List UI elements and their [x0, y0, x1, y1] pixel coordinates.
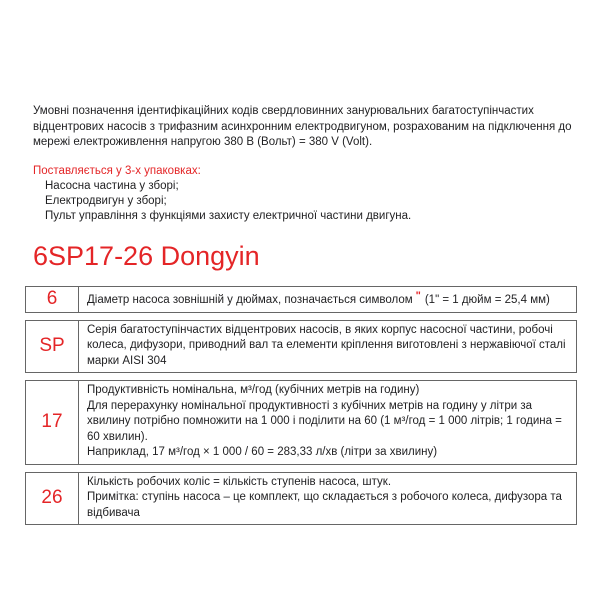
description-text: Для перерахунку номінальної продуктивності з кубічних метрів на годину у літри за хвилину потрібно помножити на 1 000 і поділити на 60 (1 м³/год = 1 000 літрів; 1 година = 60 хвилин).	[87, 399, 562, 443]
table-row-series	[25, 320, 577, 374]
code-cell: 26	[26, 473, 79, 525]
packages-header: Поставляється у 3-х упаковках:	[33, 164, 201, 177]
document-content	[33, 104, 583, 532]
table-row-capacity	[25, 380, 577, 465]
code-cell: 6	[26, 287, 79, 312]
code-table	[25, 286, 577, 525]
package-item: Насосна частина у зборі;	[45, 179, 179, 192]
description-text	[87, 289, 570, 309]
description-text: Примітка: ступінь насоса – це комплект, що складається з робочого колеса, дифузора та відбивача	[87, 491, 562, 519]
inch-symbol: "	[415, 290, 421, 303]
description-cell	[79, 473, 576, 525]
description-text: Кількість робочих коліс = кількість ступенів насоса, штук.	[87, 475, 392, 488]
table-row-diameter	[25, 286, 577, 313]
intro-paragraph: Умовні позначення ідентифікаційних кодів свердловинних занурювальних багатоступінчастих відцентрових насосів з трифазним асинхронним електродвигуном, розрахованим на підключення до мережі електроживлення напругою 380 В (Вольт) = 380 V (Volt).	[33, 105, 572, 148]
description-after-symbol: (1" = 1 дюйм = 25,4 мм)	[424, 294, 550, 307]
package-item: Електродвигун у зборі;	[45, 194, 167, 207]
table-row-stages	[25, 472, 577, 526]
description-cell	[79, 381, 576, 464]
package-item: Пульт управління з функціями захисту електричної частини двигуна.	[45, 209, 412, 222]
description-cell	[79, 287, 576, 312]
description-text: Наприклад, 17 м³/год × 1 000 / 60 = 283,33 л/хв (літри за хвилину)	[87, 446, 438, 459]
packages-list	[33, 179, 583, 225]
code-cell: 17	[26, 381, 79, 464]
code-cell: SP	[26, 321, 79, 373]
description-cell	[79, 321, 576, 373]
model-title: 6SP17-26 Dongyin	[33, 241, 260, 272]
description-text: Серія багатоступінчастих відцентрових насосів, в яких корпус насосної частини, робочі колеса, дифузори, приводний вал та елементи кріплення виготовлені з нержавіючої сталі марки AISI 304	[87, 323, 566, 367]
description-text: Продуктивність номінальна, м³/год (кубічних метрів на годину)	[87, 384, 420, 397]
description-before-symbol: Діаметр насоса зовнішній у дюймах, позначається символом	[87, 294, 413, 307]
